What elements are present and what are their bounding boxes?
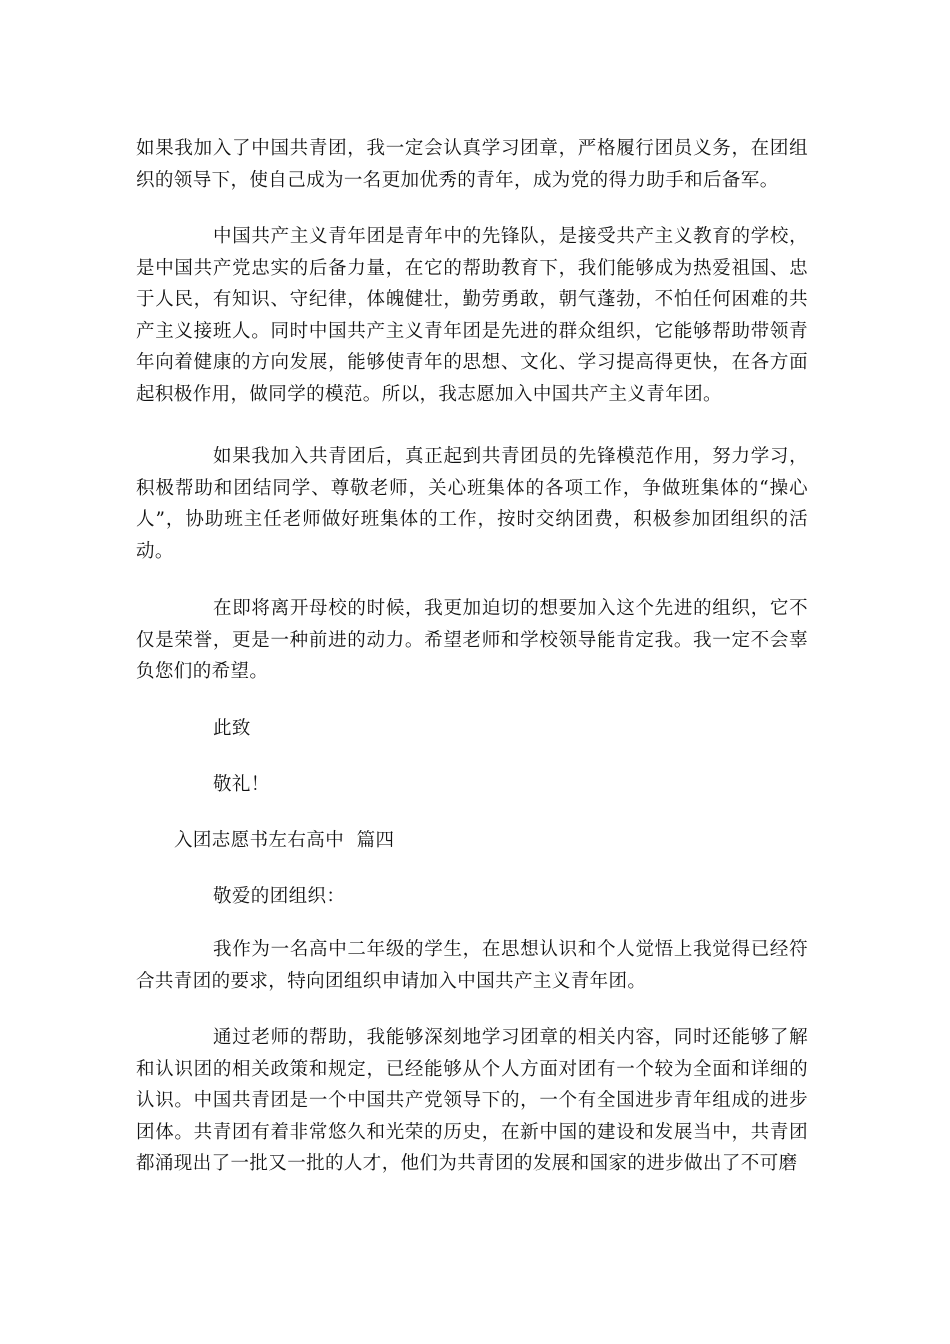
closing-cizhi: 此致 <box>213 718 251 739</box>
paragraph-graduation-hope: 在即将离开母校的时候，我更加迫切的想要加入这个先进的组织，它不仅是荣誉，更是一种前进的动力。希望老师和学校领导能肯定我。我一定不会辜负您们的希望。 <box>136 598 808 682</box>
paragraph-commitment: 如果我加入了中国共青团，我一定会认真学习团章，严格履行团员义务，在团组织的领导下，使自己成为一名更加优秀的青年，成为党的得力助手和后备军。 <box>136 138 808 191</box>
paragraph-understanding: 通过老师的帮助，我能够深刻地学习团章的相关内容，同时还能够了解和认识团的相关政策和规定，已经能够从个人方面对团有一个较为全面和详细的认识。中国共青团是一个中国共产党领导下的，一个有全国进步青年组成的进步团体。共青团有着非常悠久和光荣的历史，在新中国的建设和发展当中，共青团都涌现出了一批又一批的人才，他们为共青团的发展和国家的进步做出了不可磨 <box>136 1027 808 1174</box>
closing-jingli: 敬礼！ <box>213 774 270 795</box>
paragraph-pledge: 如果我加入共青团后，真正起到共青团员的先锋模范作用，努力学习，积极帮助和团结同学、尊敬老师，关心班集体的各项工作，争做班集体的“操心人”，协助班主任老师做好班集体的工作，按时交纳团费，积极参加团组织的活动。 <box>136 446 808 562</box>
paragraph-league-description: 中国共产主义青年团是青年中的先锋队，是接受共产主义教育的学校，是中国共产党忠实的后备力量，在它的帮助教育下，我们能够成为热爱祖国、忠于人民，有知识、守纪律，体魄健壮，勤劳勇敢，朝气蓬勃，不怕任何困难的共产主义接班人。同时中国共产主义青年团是先进的群众组织，它能够帮助带领青年向着健康的方向发展，能够使青年的思想、文化、学习提高得更快，在各方面起积极作用，做同学的模范。所以，我志愿加入中国共产主义青年团。 <box>136 226 808 405</box>
salutation: 敬爱的团组织： <box>213 886 346 907</box>
paragraph-application: 我作为一名高中二年级的学生，在思想认识和个人觉悟上我觉得已经符合共青团的要求，特向团组织申请加入中国共产主义青年团。 <box>136 939 808 992</box>
section-title: 入团志愿书左右高中 篇四 <box>174 830 395 851</box>
